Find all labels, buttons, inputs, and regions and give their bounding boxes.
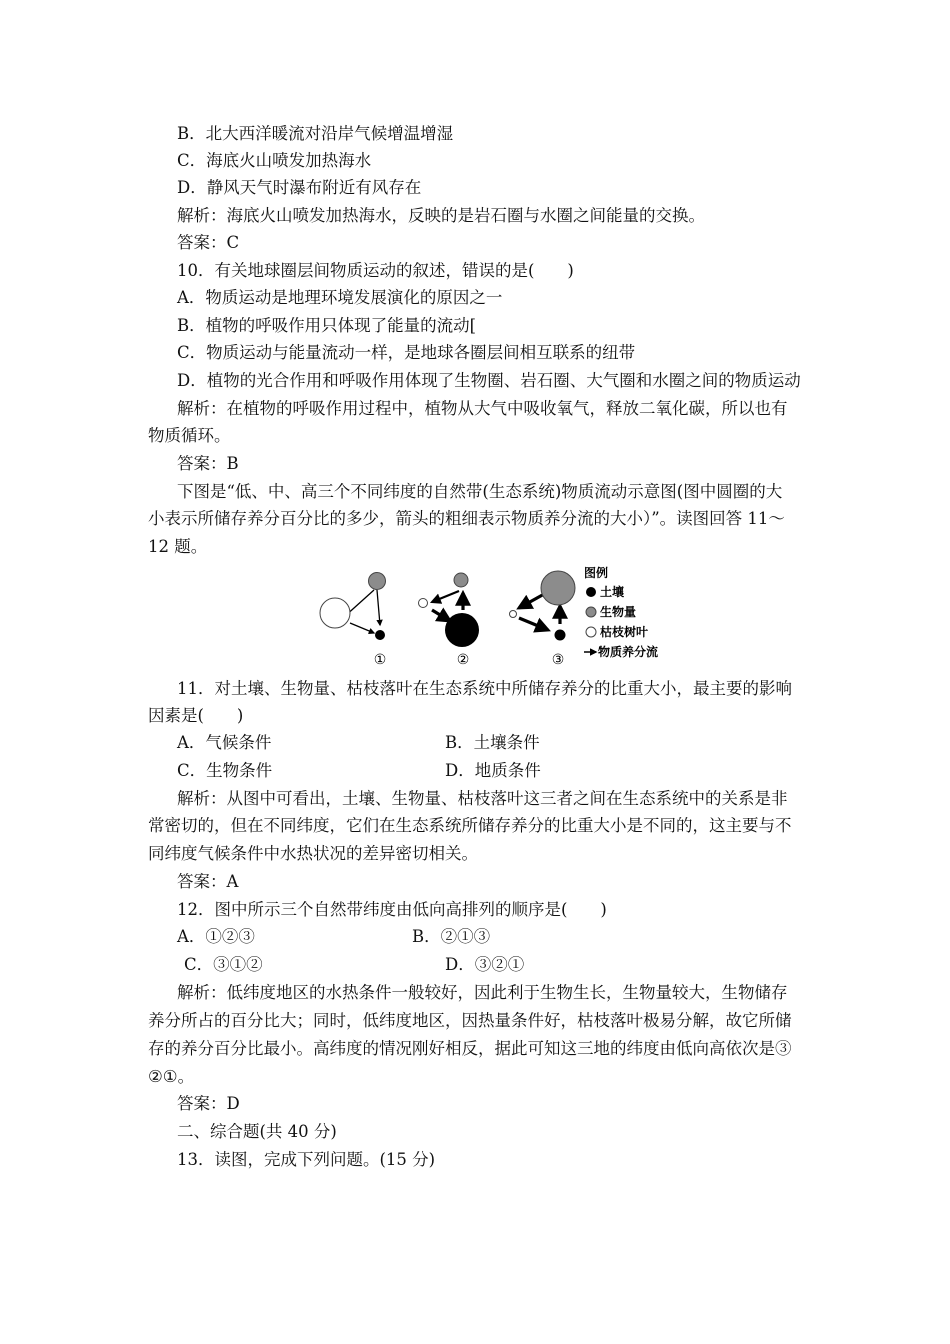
soil-circle	[555, 630, 566, 641]
ecosystem-2	[419, 573, 480, 668]
soil-circle	[375, 630, 385, 640]
q11-option-a: A．气候条件	[177, 733, 272, 752]
legend-soil-swatch	[586, 587, 596, 597]
section-heading: 二、综合题(共 40 分)	[177, 1122, 337, 1141]
q12-option-b: B．②①③	[412, 927, 491, 946]
legend-biomass: 生物量	[600, 605, 637, 619]
legend	[584, 565, 658, 659]
q12-analysis-end: ②①。	[148, 1067, 195, 1086]
litter-circle	[510, 611, 517, 618]
option-b: B．北大西洋暖流对沿岸气候增温增湿	[177, 124, 454, 143]
q10-answer: 答案：B	[177, 454, 239, 473]
legend-title: 图例	[584, 566, 609, 580]
option-d: D．静风天气时瀑布附近有风存在	[177, 178, 422, 197]
ecosystem-1	[320, 573, 386, 669]
q11-analysis: 解析：从图中可看出，土壤、生物量、枯枝落叶这三者之间在生态系统中的关系是非	[177, 789, 788, 808]
q11-option-b: B．土壤条件	[445, 733, 540, 752]
q12-analysis-2: 养分所占的百分比大；同时，低纬度地区，因热量条件好，枯枝落叶极易分解，故它所储	[148, 1011, 792, 1030]
legend-biomass-swatch	[586, 607, 596, 617]
q12-analysis: 解析：低纬度地区的水热条件一般较好，因此利于生物生长，生物量较大，生物储存	[177, 983, 788, 1002]
biomass-circle	[541, 571, 575, 605]
litter-circle	[419, 599, 428, 608]
legend-litter-swatch	[586, 627, 596, 637]
question-11-cont: 因素是( )	[148, 706, 244, 725]
q10-analysis: 解析：在植物的呼吸作用过程中，植物从大气中吸收氧气，释放二氧化碳，所以也有	[177, 399, 788, 418]
q12-option-d: D．③②①	[445, 955, 525, 974]
q11-analysis-end: 同纬度气候条件中水热状况的差异密切相关。	[148, 844, 478, 863]
biomass-circle	[369, 573, 386, 590]
question-10: 10．有关地球圈层间物质运动的叙述，错误的是( )	[177, 261, 574, 280]
label-3: ③	[551, 652, 565, 668]
label-2: ②	[456, 652, 470, 668]
figure-intro: 下图是“低、中、高三个不同纬度的自然带(生态系统)物质流动示意图(图中圆圈的大	[177, 482, 783, 501]
question-12: 12．图中所示三个自然带纬度由低向高排列的顺序是( )	[177, 900, 607, 919]
q11-answer: 答案：A	[177, 872, 239, 891]
q11-option-d: D．地质条件	[445, 761, 541, 780]
label-1: ①	[373, 652, 387, 668]
figure-intro-cont: 小表示所储存养分百分比的多少，箭头的粗细表示物质养分流的大小）”。读图回答 11～	[148, 509, 785, 528]
q10-option-b: B．植物的呼吸作用只体现了能量的流动[	[177, 316, 477, 335]
figure-intro-end: 12 题。	[148, 537, 208, 556]
q12-option-a: A．①②③	[177, 927, 255, 946]
legend-flow: 物质养分流	[598, 645, 659, 659]
legend-soil: 土壤	[600, 585, 625, 599]
legend-litter: 枯枝树叶	[600, 625, 649, 639]
q12-answer: 答案：D	[177, 1094, 240, 1113]
q11-option-c: C．生物条件	[177, 761, 273, 780]
answer: 答案：C	[177, 233, 240, 252]
soil-circle	[445, 613, 479, 647]
nutrient-flow-diagram	[300, 563, 680, 675]
q10-option-d: D．植物的光合作用和呼吸作用体现了生物圈、岩石圈、大气圈和水圈之间的物质运动	[177, 371, 801, 390]
question-11: 11．对土壤、生物量、枯枝落叶在生态系统中所储存养分的比重大小，最主要的影响	[177, 679, 792, 698]
q12-option-c: C．③①②	[184, 955, 263, 974]
analysis: 解析：海底火山喷发加热海水，反映的是岩石圈与水圈之间能量的交换。	[177, 206, 705, 225]
q12-analysis-3: 存的养分百分比最小。高纬度的情况刚好相反，据此可知这三地的纬度由低向高依次是③	[148, 1039, 792, 1058]
option-c: C．海底火山喷发加热海水	[177, 151, 372, 170]
question-13: 13．读图，完成下列问题。(15 分)	[177, 1150, 436, 1169]
q10-option-a: A．物质运动是地理环境发展演化的原因之一	[177, 288, 503, 307]
q10-analysis-cont: 物质循环。	[148, 426, 231, 445]
litter-circle	[320, 598, 350, 628]
biomass-circle	[454, 573, 468, 587]
q10-option-c: C．物质运动与能量流动一样，是地球各圈层间相互联系的纽带	[177, 343, 636, 362]
ecosystem-3	[510, 571, 576, 668]
q11-analysis-cont: 常密切的，但在不同纬度，它们在生态系统所储存养分的比重大小是不同的，这主要与不	[148, 816, 792, 835]
